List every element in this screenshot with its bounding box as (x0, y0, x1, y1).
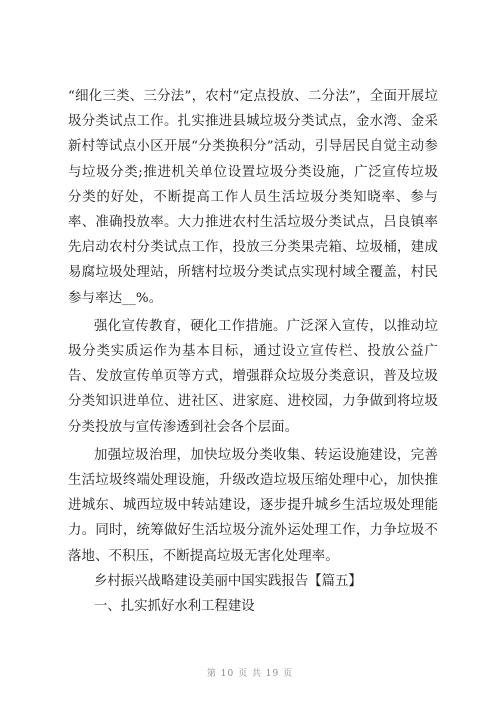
paragraph-waste-sorting-pilot: “细化三类、三分法”，农村“定点投放、二分法”，全面开展垃圾分类试点工作。扎实推进县城垃圾分类试点，金水湾、金采新村等试点小区开展“分类换积分”活动，引导居民自觉主动参与垃圾分类;推进机关单位设置垃圾分类设施，广泛宣传垃圾分类的好处，不断提高工作人员生活垃圾分类知晓率、参与率、准确投放率。大力推进农村生活垃圾分类试点，吕良镇率先启动农村分类试点工作，投放三分类果壳箱、垃圾桶，建成易腐垃圾处理站，所辖村垃圾分类试点实现村域全覆盖，村民参与率达__%。 (68, 89, 438, 306)
section-title: 乡村振兴战略建设美丽中国实践报告【篇五】 (94, 573, 362, 589)
paragraph-garbage-governance: 加强垃圾治理，加快垃圾分类收集、转运设施建设，完善生活垃圾终端处理设施，升级改造垃圾压缩处理中心，加快推进城东、城西垃圾中转站建设，逐步提升城乡生活垃圾处理能力。同时，统筹做好生活垃圾分流外运处理工作，力争垃圾不落地、不积压，不断提高垃圾无害化处理率。 (68, 447, 438, 564)
page-number-footer: 第 10 页 共 19 页 (206, 669, 294, 679)
paragraph-publicity-education: 强化宣传教育，硬化工作措施。广泛深入宣传，以推动垃圾分类实质运作为基本目标，通过设立宣传栏、投放公益广告、发放宣传单页等方式，增强群众垃圾分类意识，普及垃圾分类知识进单位、进社区、进家庭、进校园，力争做到将垃圾分类投放与宣传渗透到社会各个层面。 (68, 318, 438, 435)
document-body (68, 84, 438, 619)
subheading-water-conservancy: 一、扎实抓好水利工程建设 (94, 599, 255, 615)
